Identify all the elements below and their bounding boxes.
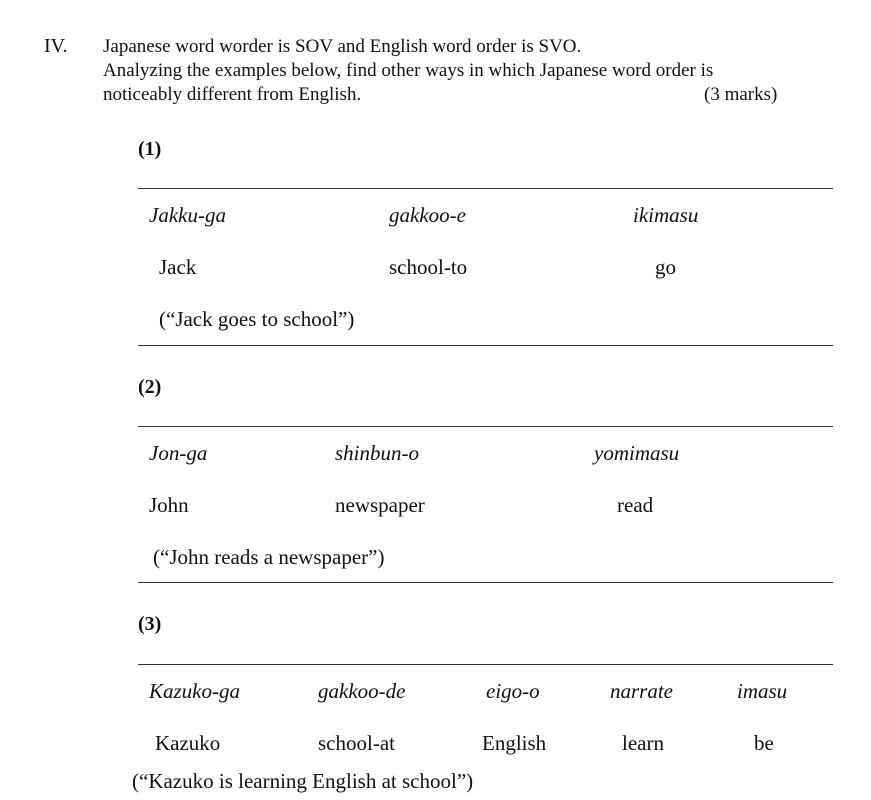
example-1-bottom-rule — [138, 345, 833, 346]
example-2-gloss-2: newspaper — [335, 493, 425, 517]
example-3-japanese-3: eigo-o — [486, 679, 540, 703]
example-1-japanese-1: Jakku-ga — [149, 203, 226, 227]
example-1-label: (1) — [138, 138, 162, 160]
question-line-3: noticeably different from English. — [103, 84, 362, 105]
example-2-bottom-rule — [138, 582, 833, 583]
marks-label: (3 marks) — [704, 84, 778, 105]
example-1-japanese-3: ikimasu — [633, 203, 699, 227]
example-2-gloss-3: read — [617, 493, 654, 517]
example-1-translation: (“Jack goes to school”) — [159, 307, 355, 331]
example-2-translation: (“John reads a newspaper”) — [153, 545, 385, 569]
example-1-gloss-3: go — [655, 255, 676, 279]
example-3-gloss-1: Kazuko — [155, 731, 221, 755]
example-1-japanese-2: gakkoo-e — [389, 203, 466, 227]
example-3-gloss-2: school-at — [318, 731, 395, 755]
example-1-top-rule — [138, 188, 833, 189]
example-2-japanese-1: Jon-ga — [149, 441, 208, 465]
example-3-label: (3) — [138, 613, 162, 635]
example-3-gloss-5: be — [754, 731, 774, 755]
example-2-label: (2) — [138, 376, 162, 398]
example-2-japanese-3: yomimasu — [594, 441, 680, 465]
example-3-gloss-4: learn — [622, 731, 664, 755]
example-2-japanese-2: shinbun-o — [335, 441, 419, 465]
example-3-top-rule — [138, 664, 833, 665]
example-3-japanese-5: imasu — [737, 679, 788, 703]
example-1-gloss-1: Jack — [159, 255, 197, 279]
example-3-japanese-2: gakkoo-de — [318, 679, 406, 703]
example-1-gloss-2: school-to — [389, 255, 468, 279]
example-3-japanese-1: Kazuko-ga — [149, 679, 240, 703]
question-line-2: Analyzing the examples below, find other ways in which Japanese word order is — [103, 60, 714, 81]
example-3-translation: (“Kazuko is learning English at school”) — [132, 769, 474, 793]
question-line-1: Japanese word worder is SOV and English word order is SVO. — [103, 36, 582, 57]
example-3-gloss-3: English — [482, 731, 547, 755]
example-3-japanese-4: narrate — [610, 679, 673, 703]
question-number: IV. — [44, 35, 68, 57]
example-2-gloss-1: John — [149, 493, 189, 517]
example-2-top-rule — [138, 426, 833, 427]
